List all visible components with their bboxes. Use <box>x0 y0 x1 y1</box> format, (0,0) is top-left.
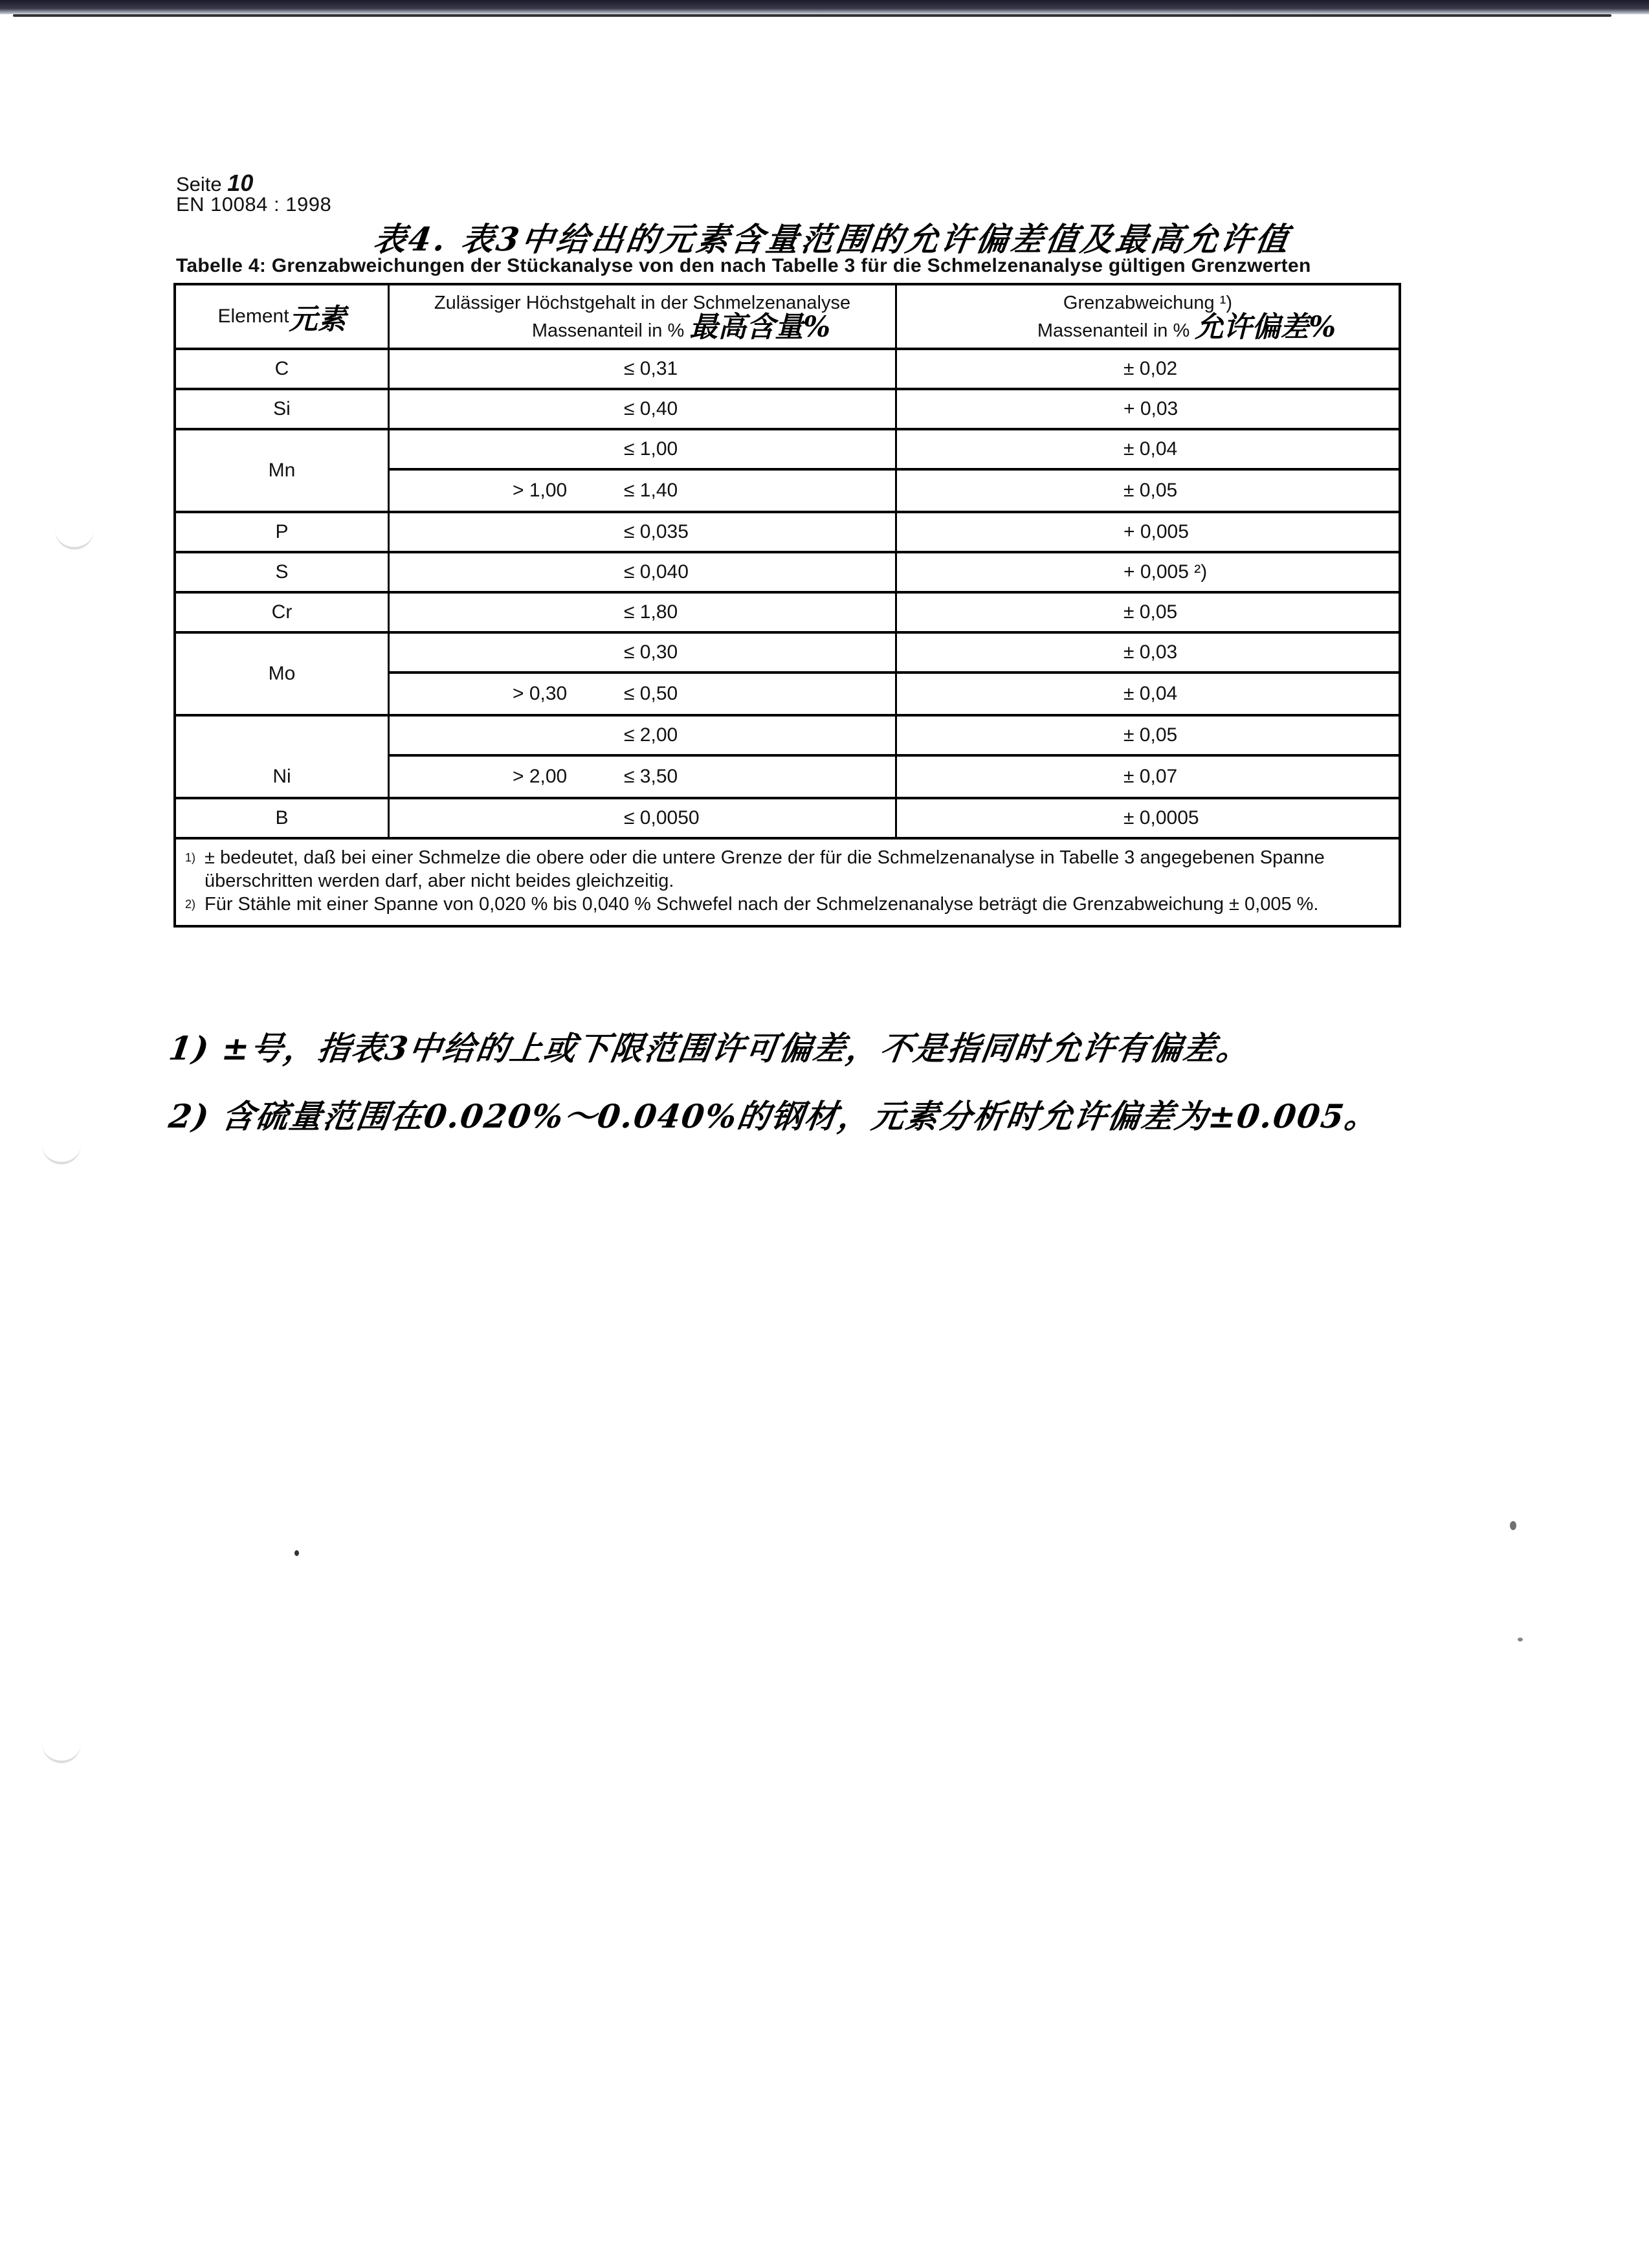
table-row <box>176 430 1399 513</box>
deviation-value: ± 0,04 <box>1123 438 1178 460</box>
deviation-value: + 0,005 <box>1123 521 1189 542</box>
deviation-table <box>173 283 1401 928</box>
max-value: ≤ 0,40 <box>624 398 678 419</box>
handwritten-note-2: 2) 含硫量范围在0.020%～0.040%的钢材，元素分析时允许偏差为±0.005。 <box>166 1097 1382 1135</box>
deviation-cell <box>897 674 1399 714</box>
handwritten-chinese-title: 表4. 表3中给出的元素含量范围的允许偏差值及最高允许值 <box>371 220 1294 258</box>
deviation-value: ± 0,03 <box>1123 641 1178 663</box>
lower-bound: > 0,30 <box>513 683 568 704</box>
handwritten-annotation: 元素 <box>289 303 346 336</box>
max-content-cell <box>390 430 897 468</box>
element-cell: Cr <box>176 594 390 631</box>
sub-row <box>390 757 1399 797</box>
element-cell: Mn <box>176 430 390 511</box>
footnote-1 <box>185 846 1389 893</box>
table-row <box>176 513 1399 553</box>
max-content-cell <box>390 390 897 428</box>
scan-speck <box>1510 1521 1516 1530</box>
deviation-cell <box>897 390 1399 428</box>
footnote-text: ± bedeutet, daß bei einer Schmelze die obere oder die untere Grenze der für die Schmelzenanalyse in Tabelle 3 angegebenen Spanne überschritten werden darf, aber nicht beides gleichzeitig. <box>205 847 1325 891</box>
deviation-cell <box>897 471 1399 511</box>
max-value: ≤ 1,00 <box>624 438 678 460</box>
deviation-cell <box>897 513 1399 551</box>
max-content-cell <box>390 594 897 631</box>
max-value: ≤ 0,0050 <box>624 807 700 828</box>
table-row <box>176 594 1399 634</box>
header-label: Zulässiger Höchstgehalt in der Schmelzenanalyse <box>434 292 851 313</box>
max-content-cell <box>390 674 897 714</box>
header-unit: Massenanteil in % <box>531 320 685 341</box>
table-row <box>176 390 1399 430</box>
max-value: ≤ 0,30 <box>624 641 678 663</box>
deviation-value: ± 0,05 <box>1123 601 1178 623</box>
page-number-value: 10 <box>227 170 254 196</box>
max-value: ≤ 1,40 <box>624 480 678 501</box>
header-label: Grenzabweichung ¹) <box>1063 292 1233 313</box>
max-value: ≤ 0,50 <box>624 683 678 704</box>
deviation-cell <box>897 430 1399 468</box>
deviation-cell <box>897 757 1399 797</box>
footnote-mark: 1) <box>185 851 196 864</box>
element-cell: Mo <box>176 634 390 714</box>
deviation-value: ± 0,05 <box>1123 724 1178 746</box>
max-content-cell <box>390 471 897 511</box>
scan-speck <box>1518 1638 1523 1641</box>
scan-speck <box>294 1550 299 1556</box>
deviation-value: ± 0,02 <box>1123 358 1178 379</box>
handwritten-annotation: 最高含量% <box>689 310 831 344</box>
sub-row <box>390 717 1399 757</box>
max-content-cell <box>390 717 897 754</box>
sub-rows <box>390 634 1399 714</box>
scan-artifact <box>42 1142 81 1164</box>
max-value: ≤ 1,80 <box>624 601 678 623</box>
sub-row <box>390 674 1399 714</box>
footnote-text: Für Stähle mit einer Spanne von 0,020 % bis 0,040 % Schwefel nach der Schmelzenanalyse beträgt die Grenzabweichung ± 0,005 %. <box>205 894 1319 915</box>
handwritten-note-1: 1) ±号，指表3中给的上或下限范围许可偏差，不是指同时允许有偏差。 <box>166 1029 1254 1067</box>
max-content-cell <box>390 553 897 591</box>
table-title: Tabelle 4: Grenzabweichungen der Stückanalyse von den nach Tabelle 3 für die Schmelzenanalyse gültigen Grenzwerten <box>176 255 1311 276</box>
handwritten-annotation: 允许偏差% <box>1195 310 1336 344</box>
table-header-row <box>176 285 1399 350</box>
deviation-value: ± 0,04 <box>1123 683 1178 704</box>
deviation-value: + 0,03 <box>1123 398 1179 419</box>
scan-border-top <box>0 0 1649 14</box>
column-header-deviation <box>897 285 1399 348</box>
max-content-cell <box>390 634 897 671</box>
column-header-max-content <box>390 285 897 348</box>
element-cell: Ni <box>176 717 390 797</box>
deviation-value: ± 0,0005 <box>1123 807 1199 828</box>
standard-id: EN 10084 : 1998 <box>176 193 332 216</box>
sub-rows <box>390 430 1399 511</box>
deviation-value: + 0,005 ²) <box>1123 561 1208 583</box>
deviation-cell <box>897 717 1399 754</box>
element-cell: P <box>176 513 390 551</box>
deviation-cell <box>897 553 1399 591</box>
table-row <box>176 799 1399 839</box>
table-row <box>176 634 1399 717</box>
scan-artifact <box>42 1741 81 1763</box>
lower-bound: > 1,00 <box>513 480 568 501</box>
footnote-2 <box>185 893 1389 916</box>
table-row <box>176 717 1399 799</box>
max-value: ≤ 0,31 <box>624 358 678 379</box>
element-cell: Si <box>176 390 390 428</box>
scan-artifact <box>55 528 94 550</box>
max-content-cell <box>390 757 897 797</box>
deviation-cell <box>897 350 1399 388</box>
deviation-cell <box>897 634 1399 671</box>
table-row <box>176 350 1399 390</box>
max-value: ≤ 0,035 <box>624 521 689 542</box>
max-content-cell <box>390 350 897 388</box>
max-content-cell <box>390 799 897 837</box>
max-value: ≤ 3,50 <box>624 766 678 787</box>
sub-row <box>390 471 1399 511</box>
max-value: ≤ 2,00 <box>624 724 678 746</box>
sub-row <box>390 634 1399 674</box>
lower-bound: > 2,00 <box>513 766 568 787</box>
deviation-cell <box>897 799 1399 837</box>
max-value: ≤ 0,040 <box>624 561 689 583</box>
deviation-value: ± 0,05 <box>1123 480 1178 501</box>
header-label: Element <box>217 306 289 327</box>
deviation-cell <box>897 594 1399 631</box>
element-cell: C <box>176 350 390 388</box>
page-top-edge <box>13 14 1611 17</box>
footnote-mark: 2) <box>185 898 196 911</box>
deviation-value: ± 0,07 <box>1123 766 1178 787</box>
sub-rows <box>390 717 1399 797</box>
header-unit: Massenanteil in % <box>1037 320 1190 341</box>
max-content-cell <box>390 513 897 551</box>
page-label: Seite <box>176 173 222 195</box>
column-header-element <box>176 285 390 348</box>
table-row <box>176 553 1399 594</box>
element-cell: B <box>176 799 390 837</box>
sub-row <box>390 430 1399 471</box>
table-footnotes <box>176 839 1399 925</box>
element-cell: S <box>176 553 390 591</box>
